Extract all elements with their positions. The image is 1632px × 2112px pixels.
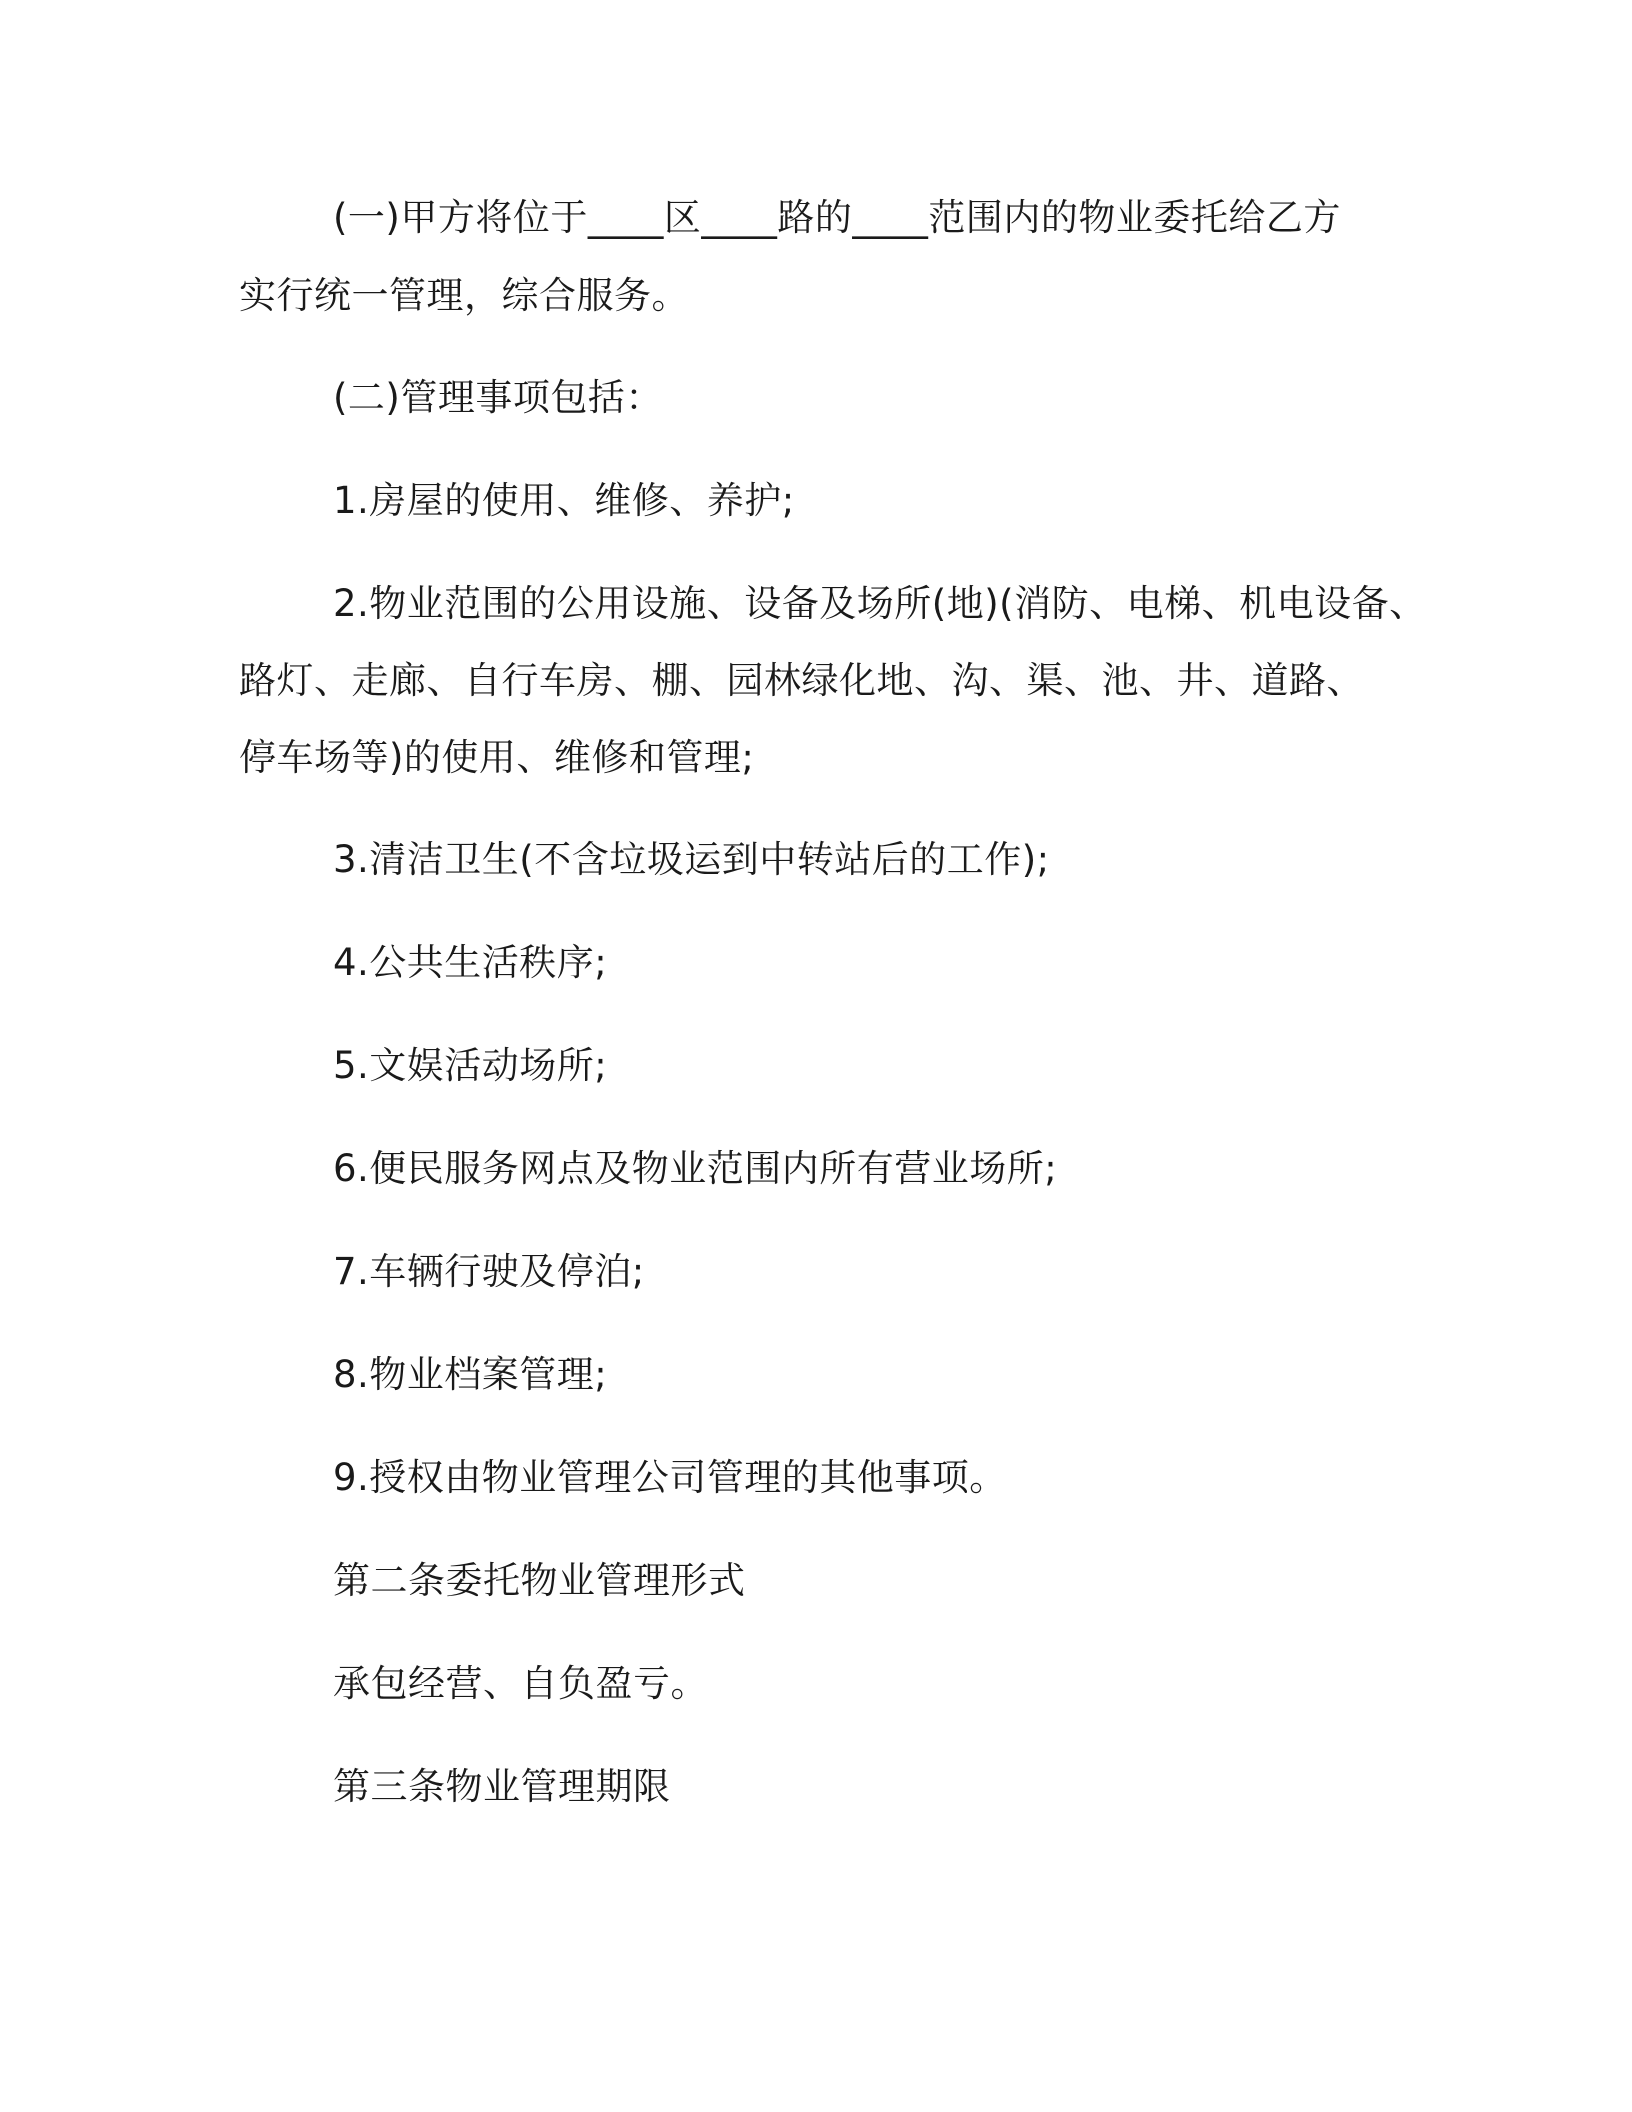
list-item-2-line-3: 停车场等)的使用、维修和管理; [239,736,755,779]
paragraph-1-line-2: 实行统一管理，综合服务。 [239,274,689,317]
list-item-9: 9.授权由物业管理公司管理的其他事项。 [333,1456,1007,1499]
paragraph-2-heading: (二)管理事项包括： [333,376,663,419]
list-item-5: 5.文娱活动场所; [333,1044,608,1087]
list-item-8: 8.物业档案管理; [333,1353,608,1396]
article-2-title: 第二条委托物业管理形式 [333,1559,746,1602]
article-3-title: 第三条物业管理期限 [333,1765,671,1808]
list-item-6: 6.便民服务网点及物业范围内所有营业场所; [333,1147,1058,1190]
list-item-4: 4.公共生活秩序; [333,941,608,984]
list-item-2-line-1: 2.物业范围的公用设施、设备及场所(地)(消防、电梯、机电设备、 [333,582,1427,625]
article-2-body: 承包经营、自负盈亏。 [333,1662,708,1705]
list-item-3: 3.清洁卫生(不含垃圾运到中转站后的工作); [333,838,1050,881]
list-item-1: 1.房屋的使用、维修、养护; [333,479,795,522]
list-item-2-line-2: 路灯、走廊、自行车房、棚、园林绿化地、沟、渠、池、井、道路、 [239,659,1364,702]
list-item-7: 7.车辆行驶及停泊; [333,1250,645,1293]
paragraph-1-line-1: (一)甲方将位于____区____路的____范围内的物业委托给乙方 [333,196,1341,239]
